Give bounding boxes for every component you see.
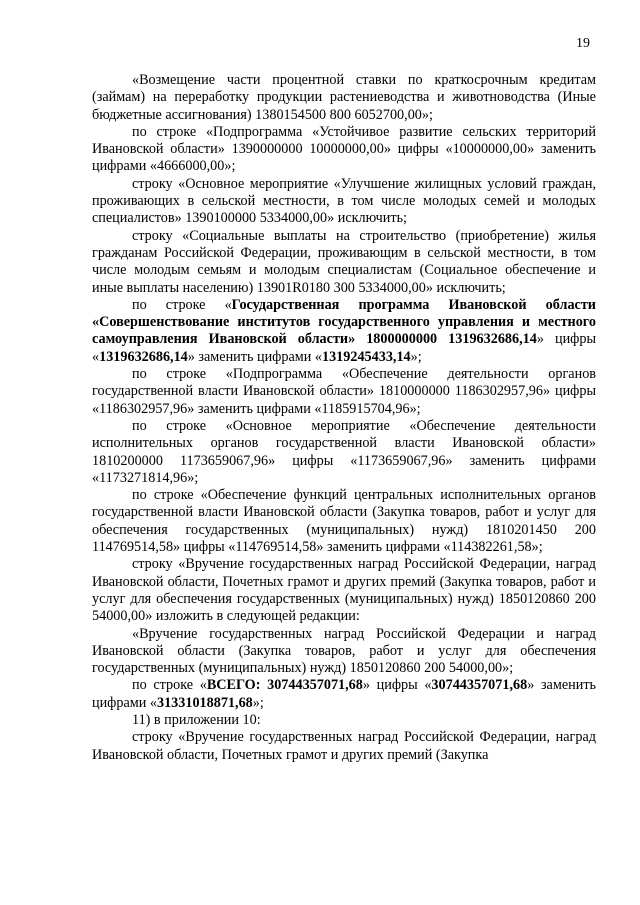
paragraph-6 bbox=[92, 366, 596, 418]
text-segment: » заменить цифрами « bbox=[187, 348, 322, 365]
text-segment: » цифры « bbox=[92, 331, 596, 365]
text-segment: по строке « bbox=[132, 677, 207, 694]
paragraph-8 bbox=[92, 487, 596, 556]
text-segment: »; bbox=[410, 348, 422, 365]
page-number: 19 bbox=[576, 36, 590, 51]
paragraph-7 bbox=[92, 418, 596, 487]
paragraph-10 bbox=[92, 626, 596, 678]
text-segment: по строке «Подпрограмма «Устойчивое развитие сельских территорий Ивановской области» 1390000000 10000000,00» цифры «10000000,00» заменить цифрами «4666000,00»; bbox=[92, 123, 596, 175]
text-segment: по строке «Обеспечение функций центральных исполнительных органов государственной власти Ивановской области (Закупка товаров, работ и услуг для обеспечения государственных (муниципальных) нужд) 1810201450 200 114769514,58» цифры «114769514,58» заменить цифрами «114382261,58»; bbox=[92, 487, 596, 556]
text-segment: по строке «Основное мероприятие «Обеспечение деятельности исполнительных органов государственной власти Ивановской области» 1810200000 1173659067,96» цифры «1173659067,96» заменить цифрами «1173271814,96»; bbox=[92, 417, 596, 486]
text-segment: »; bbox=[252, 694, 264, 711]
paragraph-2 bbox=[92, 124, 596, 176]
bold-segment: ВСЕГО: 30744357071,68 bbox=[206, 677, 363, 694]
paragraph-1 bbox=[92, 72, 596, 124]
paragraph-11 bbox=[92, 677, 596, 712]
paragraph-3 bbox=[92, 176, 596, 228]
text-segment: 11) в приложении 10: bbox=[132, 711, 261, 728]
text-segment: по строке « bbox=[132, 296, 232, 313]
text-segment: по строке «Подпрограмма «Обеспечение деятельности органов государственной власти Ивановской области» 1810000000 1186302957,96» цифры «1186302957,96» заменить цифрами «1185915704,96»; bbox=[92, 366, 596, 417]
bold-segment: 1319632686,14 bbox=[99, 348, 188, 365]
paragraph-13 bbox=[92, 729, 596, 764]
bold-segment: 30744357071,68 bbox=[431, 677, 528, 694]
paragraph-12 bbox=[92, 712, 596, 729]
text-segment: строку «Основное мероприятие «Улучшение жилищных условий граждан, проживающих в сельской местности, в том числе молодых семей и молодых специалистов» 1390100000 5334000,00» исключить; bbox=[92, 175, 596, 227]
text-segment: «Вручение государственных наград Российской Федерации и наград Ивановской области (Закупка товаров, работ и услуг для обеспечения государственных (муниципальных) нужд) 1850120860 200 54000,00»; bbox=[92, 625, 596, 677]
bold-segment: Государственная программа Ивановской области «Совершенствование институтов государственного управления и местного самоуправления Ивановской области» 1800000000 1319632686,14 bbox=[92, 296, 596, 348]
paragraph-4 bbox=[92, 228, 596, 297]
text-segment: » заменить цифрами « bbox=[92, 677, 596, 711]
text-segment: строку «Социальные выплаты на строительство (приобретение) жилья гражданам Российской Федерации, проживающим в сельской местности, в том числе молодым семьям и молодым специалистам (Социальное обеспечение и иные выплаты населению) 13901R0180 300 5334000,00» исключить; bbox=[92, 227, 596, 296]
text-segment: строку «Вручение государственных наград Российской Федерации, наград Ивановской области, Почетных грамот и других премий (Закупка товаров, работ и услуг для обеспечения государственных (муниципальных) нужд) 1850120860 200 54000,00» изложить в следующей редакции: bbox=[92, 556, 596, 625]
text-segment: строку «Вручение государственных наград Российской Федерации, наград Ивановской области, Почетных грамот и других премий (Закупка bbox=[92, 729, 596, 763]
text-segment: » цифры « bbox=[362, 677, 432, 694]
text-segment: «Возмещение части процентной ставки по краткосрочным кредитам (займам) на переработку продукции растениеводства и животноводства (Иные бюджетные ассигнования) 1380154500 800 6052700,00»; bbox=[92, 72, 596, 123]
document-body bbox=[92, 72, 596, 764]
paragraph-9 bbox=[92, 556, 596, 625]
paragraph-5 bbox=[92, 297, 596, 366]
bold-segment: 1319245433,14 bbox=[321, 348, 411, 365]
bold-segment: 31331018871,68 bbox=[156, 694, 253, 711]
